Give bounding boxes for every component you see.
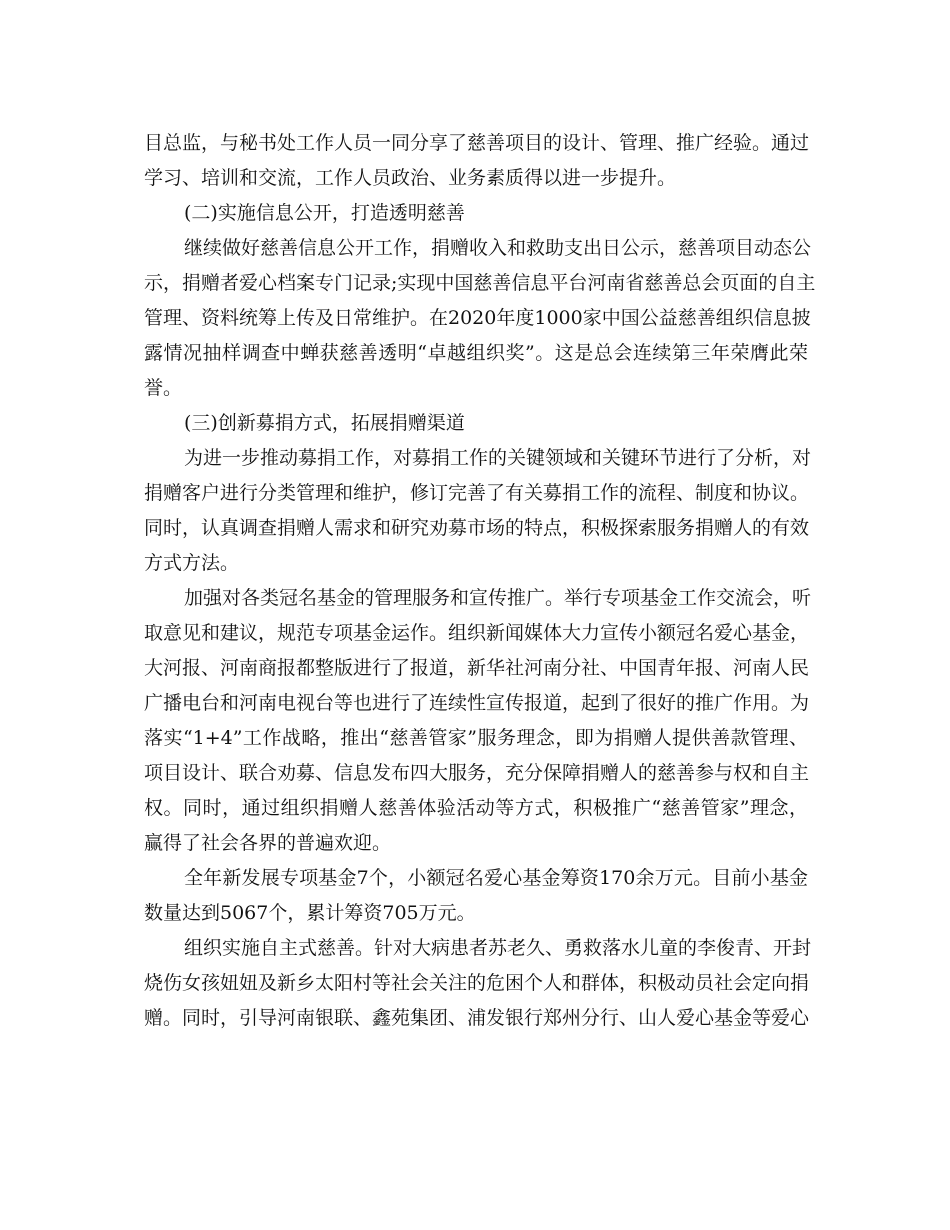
section-heading: (三)创新募捐方式，拓展捐赠渠道 (184, 412, 465, 434)
paragraph-line: 目总监，与秘书处工作人员一同分享了慈善项目的设计、管理、推广经验。通过 (144, 132, 810, 154)
paragraph-line: 捐赠客户进行分类管理和维护，修订完善了有关募捐工作的流程、制度和协议。 (144, 482, 810, 504)
document-page (144, 126, 816, 1036)
paragraph-line: 烧伤女孩妞妞及新乡太阳村等社会关注的危困个人和群体，积极动员社会定向捐 (144, 972, 810, 994)
paragraph (144, 931, 812, 1036)
paragraph-line: 为进一步推动募捐工作，对募捐工作的关键领域和关键环节进行了分析，对 (184, 447, 812, 469)
paragraph-line: 大河报、河南商报都整版进行了报道，新华社河南分社、中国青年报、河南人民 (144, 657, 810, 679)
paragraph-line: 权。同时，通过组织捐赠人慈善体验活动等方式，积极推广“慈善管家”理念， (144, 797, 808, 819)
paragraph-line: 露情况抽样调查中蝉获慈善透明“卓越组织奖”。这是总会连续第三年荣膺此荣 (144, 342, 808, 364)
paragraph-line: 项目设计、联合劝募、信息发布四大服务，充分保障捐赠人的慈善参与权和自主 (144, 762, 810, 784)
paragraph (144, 231, 816, 406)
paragraph-line: 同时，认真调查捐赠人需求和研究劝募市场的特点，积极探索服务捐赠人的有效 (144, 517, 810, 539)
paragraph-line: 誉。 (144, 377, 183, 399)
paragraph (144, 581, 812, 861)
paragraph-line: 示，捐赠者爱心档案专门记录;实现中国慈善信息平台河南省慈善总会页面的自主 (144, 272, 816, 294)
paragraph (144, 861, 808, 931)
paragraph-line: 广播电台和河南电视台等也进行了连续性宣传报道，起到了很好的推广作用。为 (144, 692, 810, 714)
paragraph-line: 加强对各类冠名基金的管理服务和宣传推广。举行专项基金工作交流会，听 (184, 587, 812, 609)
paragraph-line: 数量达到5067个，累计筹资705万元。 (144, 902, 476, 924)
paragraph-line: 落实“1+4”工作战略，推出“慈善管家”服务理念，即为捐赠人提供善款管理、 (144, 727, 808, 749)
paragraph (144, 126, 808, 196)
paragraph-line: 赢得了社会各界的普遍欢迎。 (144, 832, 392, 854)
paragraph (144, 441, 812, 581)
paragraph-line: 组织实施自主式慈善。针对大病患者苏老久、勇救落水儿童的李俊青、开封 (184, 937, 812, 959)
paragraph-line: 全年新发展专项基金7个，小额冠名爱心基金筹资170余万元。目前小基金 (184, 867, 808, 889)
paragraph-line: 管理、资料统筹上传及日常维护。在2020年度1000家中国公益慈善组织信息披 (144, 307, 811, 329)
paragraph-line: 继续做好慈善信息公开工作，捐赠收入和救助支出日公示，慈善项目动态公 (184, 237, 812, 259)
section-heading: (二)实施信息公开，打造透明慈善 (184, 202, 465, 224)
paragraph-line: 方式方法。 (144, 552, 240, 574)
paragraph-line: 学习、培训和交流，工作人员政治、业务素质得以进一步提升。 (144, 167, 677, 189)
paragraph-line: 取意见和建议，规范专项基金运作。组织新闻媒体大力宣传小额冠名爱心基金， (144, 622, 810, 644)
paragraph-line: 赠。同时，引导河南银联、鑫苑集团、浦发银行郑州分行、山人爱心基金等爱心 (144, 1007, 810, 1029)
